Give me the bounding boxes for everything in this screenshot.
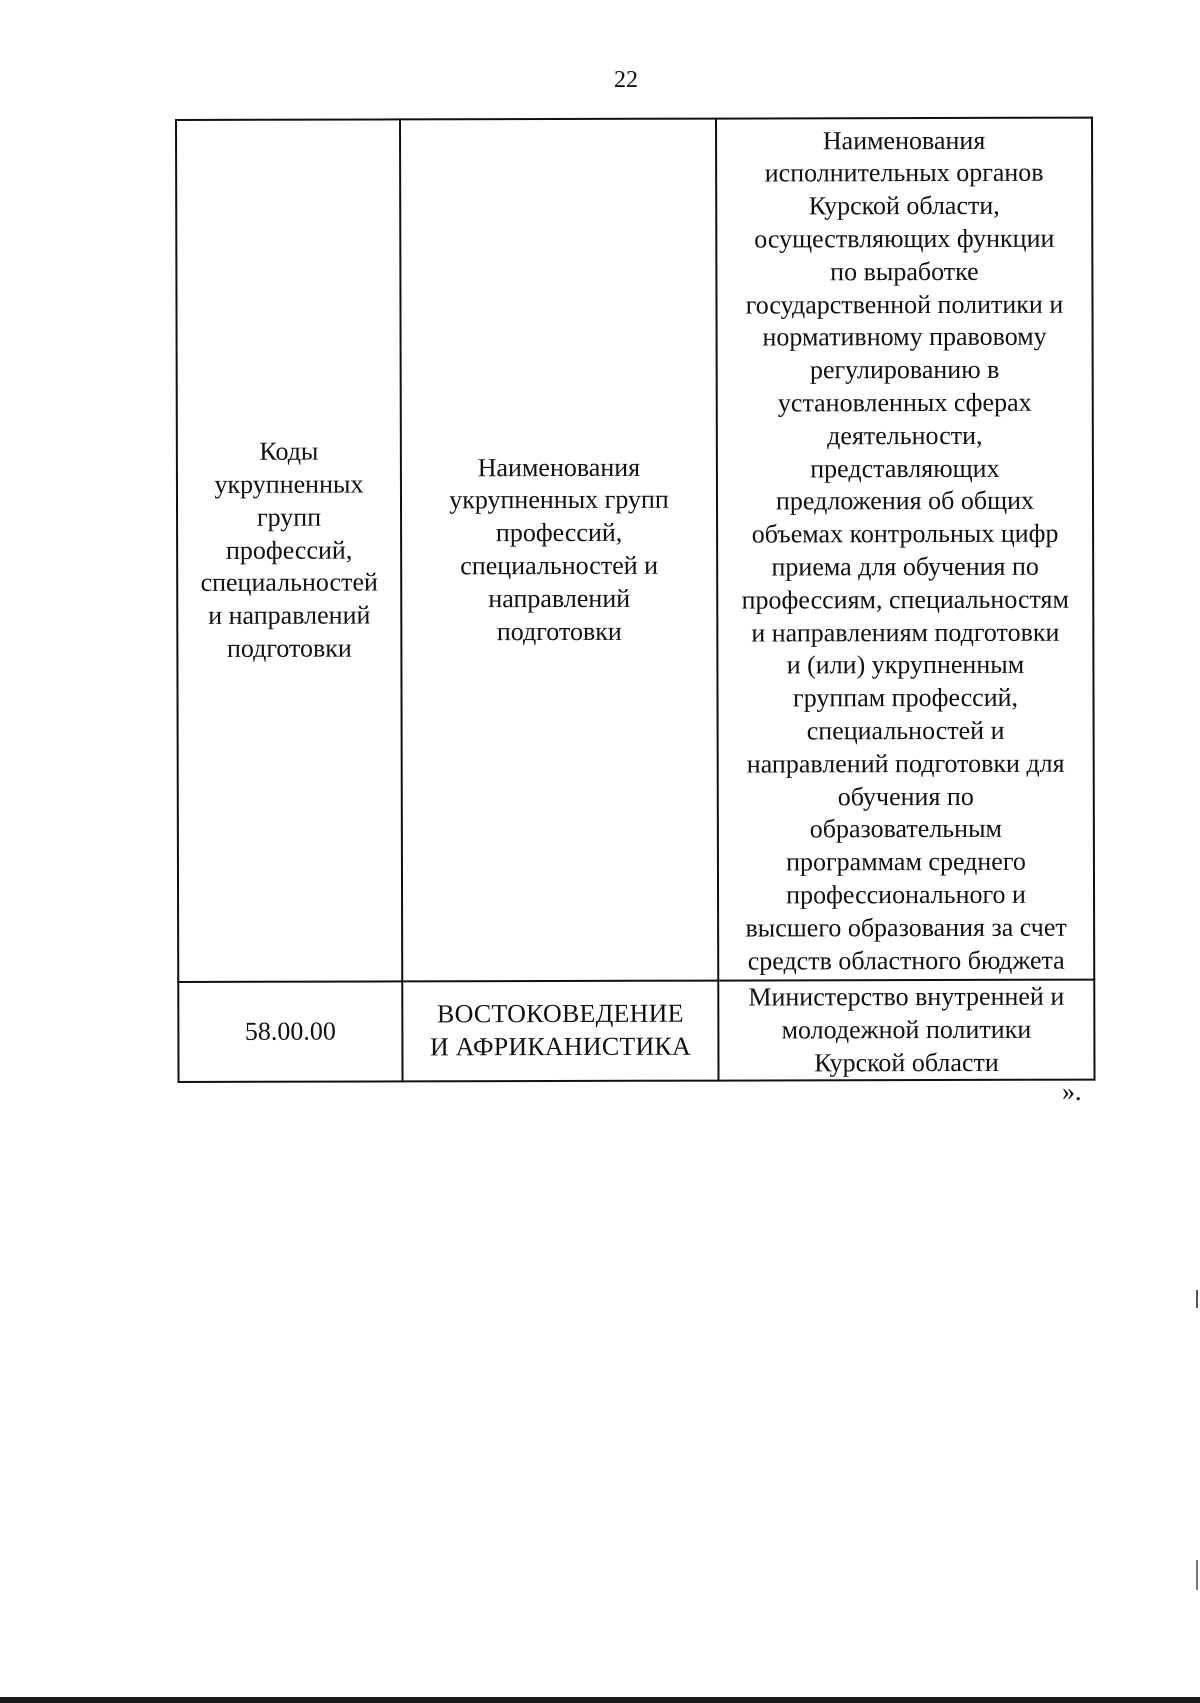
row-org-line: Курской области [814, 1047, 999, 1077]
allocation-table [175, 117, 1096, 1084]
header-text-line: нормативному правовому [762, 322, 1047, 352]
header-text-line: и направлениям подготовки [751, 617, 1060, 648]
header-text-line: государственной политики и [745, 289, 1064, 320]
row-code-cell [178, 981, 402, 1082]
header-text-line: предложения об общих [775, 486, 1035, 516]
header-codes-cell [176, 119, 402, 982]
row-name-cell [402, 981, 718, 1082]
header-organs-cell [716, 118, 1094, 981]
header-text-line: обучения по [837, 781, 974, 811]
row-name-line: И АФРИКАНИСТИКА [429, 1031, 691, 1062]
header-text-line: Курской области, [808, 191, 1000, 221]
header-text-line: осуществляющих функции [754, 223, 1055, 254]
header-text-line: образовательным [809, 814, 1003, 844]
header-text-line: профессий, [495, 518, 623, 548]
header-text-line: специальностей и [806, 715, 1005, 746]
row-code: 58.00.00 [244, 1016, 336, 1046]
header-text-line: специальностей и [460, 550, 659, 581]
header-text-line: подготовки [226, 633, 352, 663]
scan-edge-mark [1196, 1290, 1198, 1308]
header-names-cell [400, 119, 718, 982]
header-text-line: Наименования [822, 125, 986, 155]
header-text-line: Наименования [477, 452, 641, 482]
row-org-line: молодежной политики [781, 1014, 1032, 1045]
scan-edge-mark [1196, 1560, 1198, 1590]
header-text-line: приема для обучения по [771, 551, 1039, 582]
header-text-line: укрупненных [214, 469, 364, 499]
row-org-line: Министерство внутренней и [748, 981, 1065, 1012]
header-text-line: профессиям, специальностям [741, 584, 1069, 615]
header-text-line: укрупненных групп [449, 485, 669, 515]
header-text-line: и (или) укрупненным [786, 650, 1025, 680]
header-text-line: высшего образования за счет [745, 912, 1067, 943]
header-text-line: профессионального и [786, 879, 1026, 910]
table-row [178, 980, 1094, 1083]
header-text-line: направлений [488, 583, 631, 613]
header-text-line: профессий, [225, 535, 353, 565]
header-text-line: специальностей [200, 567, 378, 598]
header-text-line: подготовки [496, 616, 622, 646]
header-text-line: направлений подготовки для [746, 748, 1065, 779]
header-text-line: средств областного бюджета [747, 945, 1065, 976]
header-text-line: деятельности, [827, 420, 983, 451]
page-number: 22 [614, 67, 638, 93]
header-text-line: и направлений [208, 600, 371, 631]
header-text-line: программам среднего [786, 846, 1026, 877]
scan-bottom-edge [0, 1697, 1200, 1703]
row-name-line: ВОСТОКОВЕДЕНИЕ [436, 999, 684, 1029]
header-text-line: объемах контрольных цифр [751, 518, 1059, 549]
header-text-line: по выработке [830, 256, 979, 287]
row-org-cell [718, 980, 1094, 1081]
header-text-line: исполнительных органов [764, 158, 1044, 188]
header-text-line: представляющих [810, 453, 1000, 483]
closing-quote-mark: ». [1062, 1077, 1082, 1106]
header-text-line: регулированию в [809, 355, 1000, 385]
header-text-line: Коды [259, 436, 319, 466]
table-header-row [176, 118, 1094, 982]
header-text-line: установленных сферах [777, 387, 1032, 418]
header-text-line: группам профессий, [792, 682, 1019, 713]
header-text-line: групп [256, 502, 322, 532]
